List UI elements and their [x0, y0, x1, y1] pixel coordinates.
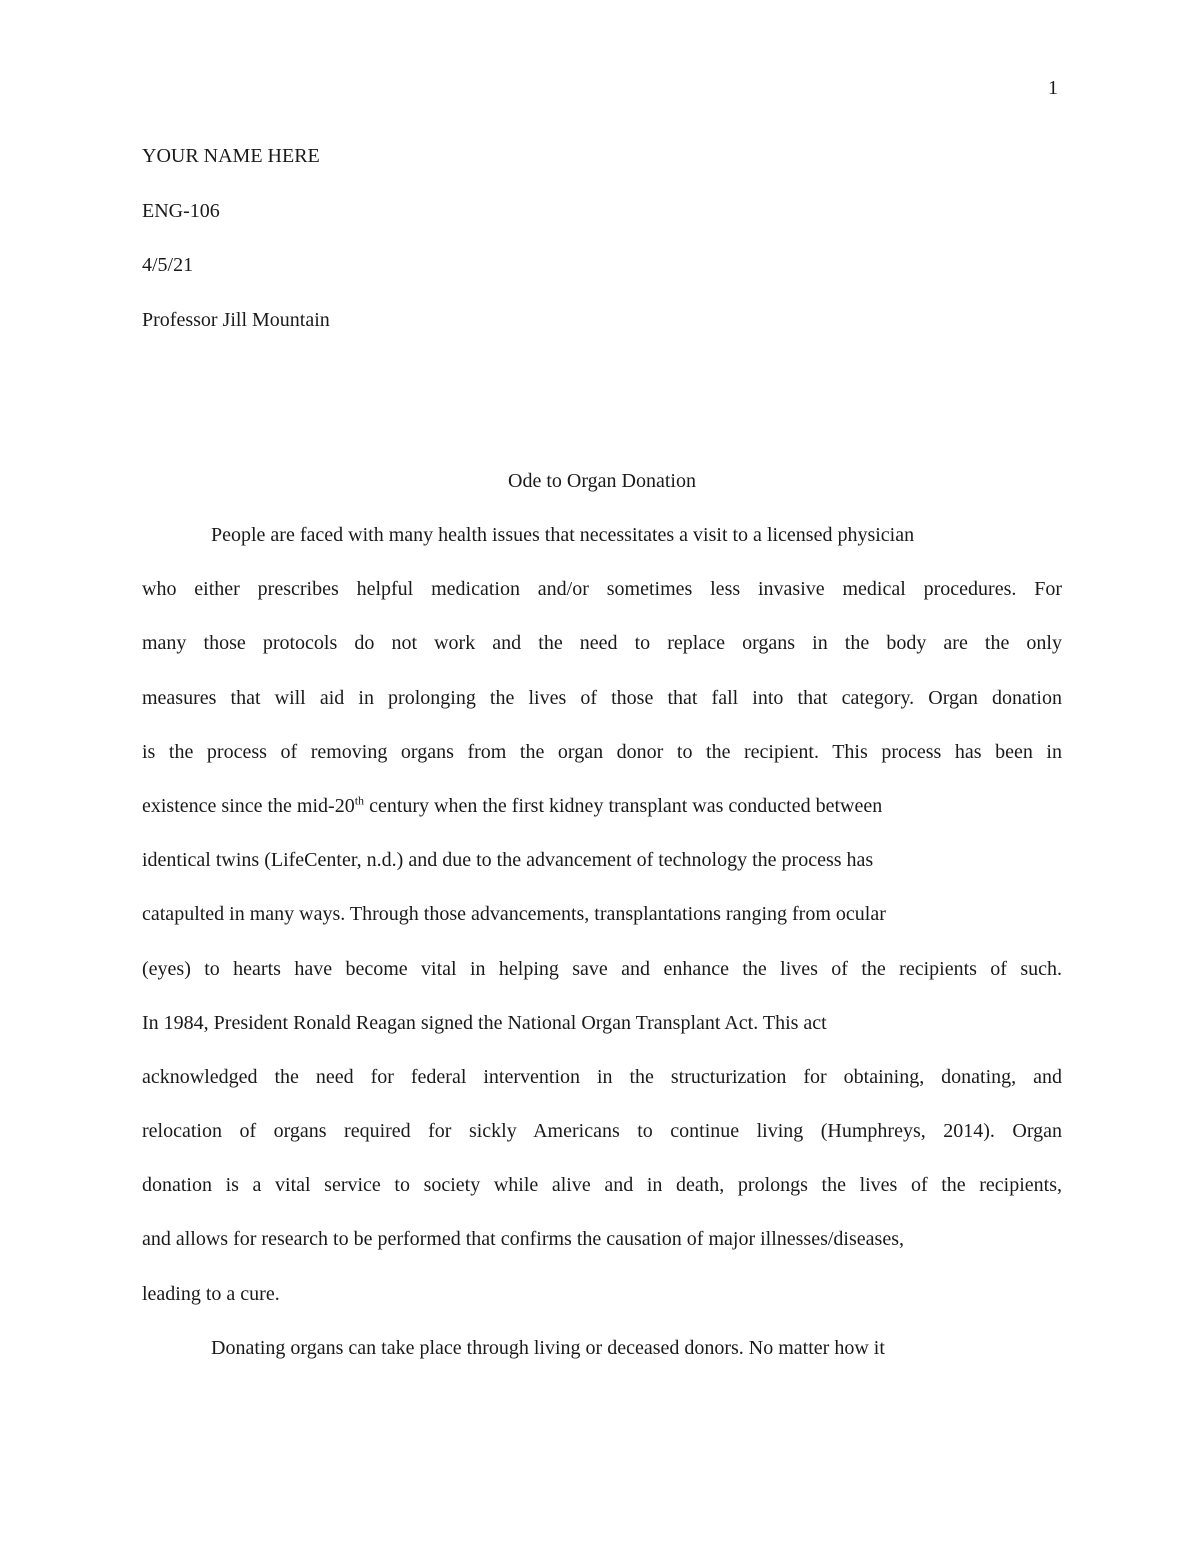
paragraph-1-line: many those protocols do not work and the need to replace organs in the body are the only: [142, 632, 1062, 655]
paragraph-1-line: [142, 784, 1062, 838]
paragraph-1-line: is the process of removing organs from the organ donor to the recipient. This process has been in: [142, 740, 1062, 763]
paragraph-1-line: identical twins (LifeCenter, n.d.) and due to the advancement of technology the process has: [142, 849, 874, 872]
essay-title: Ode to Organ Donation: [508, 470, 696, 492]
mla-heading: [142, 144, 1062, 362]
paragraph-1-line: and allows for research to be performed that confirms the causation of major illnesses/diseases,: [142, 1228, 904, 1251]
paragraph-1-line: donation is a vital service to society while alive and in death, prolongs the lives of the recipients,: [142, 1174, 1062, 1197]
paragraph-1-line: People are faced with many health issues that necessitates a visit to a licensed physician: [211, 524, 915, 546]
line-text: century when the first kidney transplant was conducted between: [364, 794, 883, 817]
paragraph-1-line: In 1984, President Ronald Reagan signed the National Organ Transplant Act. This act: [142, 1011, 827, 1034]
paragraph-1-line: (eyes) to hearts have become vital in helping save and enhance the lives of the recipients of such.: [142, 957, 1062, 980]
page-number: 1: [1048, 77, 1058, 99]
paragraph-1-line: catapulted in many ways. Through those advancements, transplantations ranging from ocular: [142, 903, 886, 926]
course-code: ENG-106: [142, 199, 220, 222]
superscript: th: [354, 793, 365, 808]
essay-body: [142, 513, 1062, 1380]
paragraph-2-line: Donating organs can take place through living or deceased donors. No matter how it: [211, 1336, 885, 1359]
paragraph-1-line: leading to a cure.: [142, 1282, 280, 1305]
student-name: YOUR NAME HERE: [142, 145, 320, 167]
paragraph-1-line: acknowledged the need for federal intervention in the structurization for obtaining, donating, and: [142, 1065, 1062, 1088]
line-text: existence since the mid-20: [142, 794, 355, 817]
paragraph-1-line: who either prescribes helpful medication and/or sometimes less invasive medical procedures. For: [142, 578, 1062, 601]
professor-name: Professor Jill Mountain: [142, 308, 330, 331]
paragraph-1-line: relocation of organs required for sickly Americans to continue living (Humphreys, 2014). Organ: [142, 1120, 1062, 1143]
date: 4/5/21: [142, 254, 194, 276]
paragraph-1-line: measures that will aid in prolonging the lives of those that fall into that category. Organ donation: [142, 686, 1062, 709]
